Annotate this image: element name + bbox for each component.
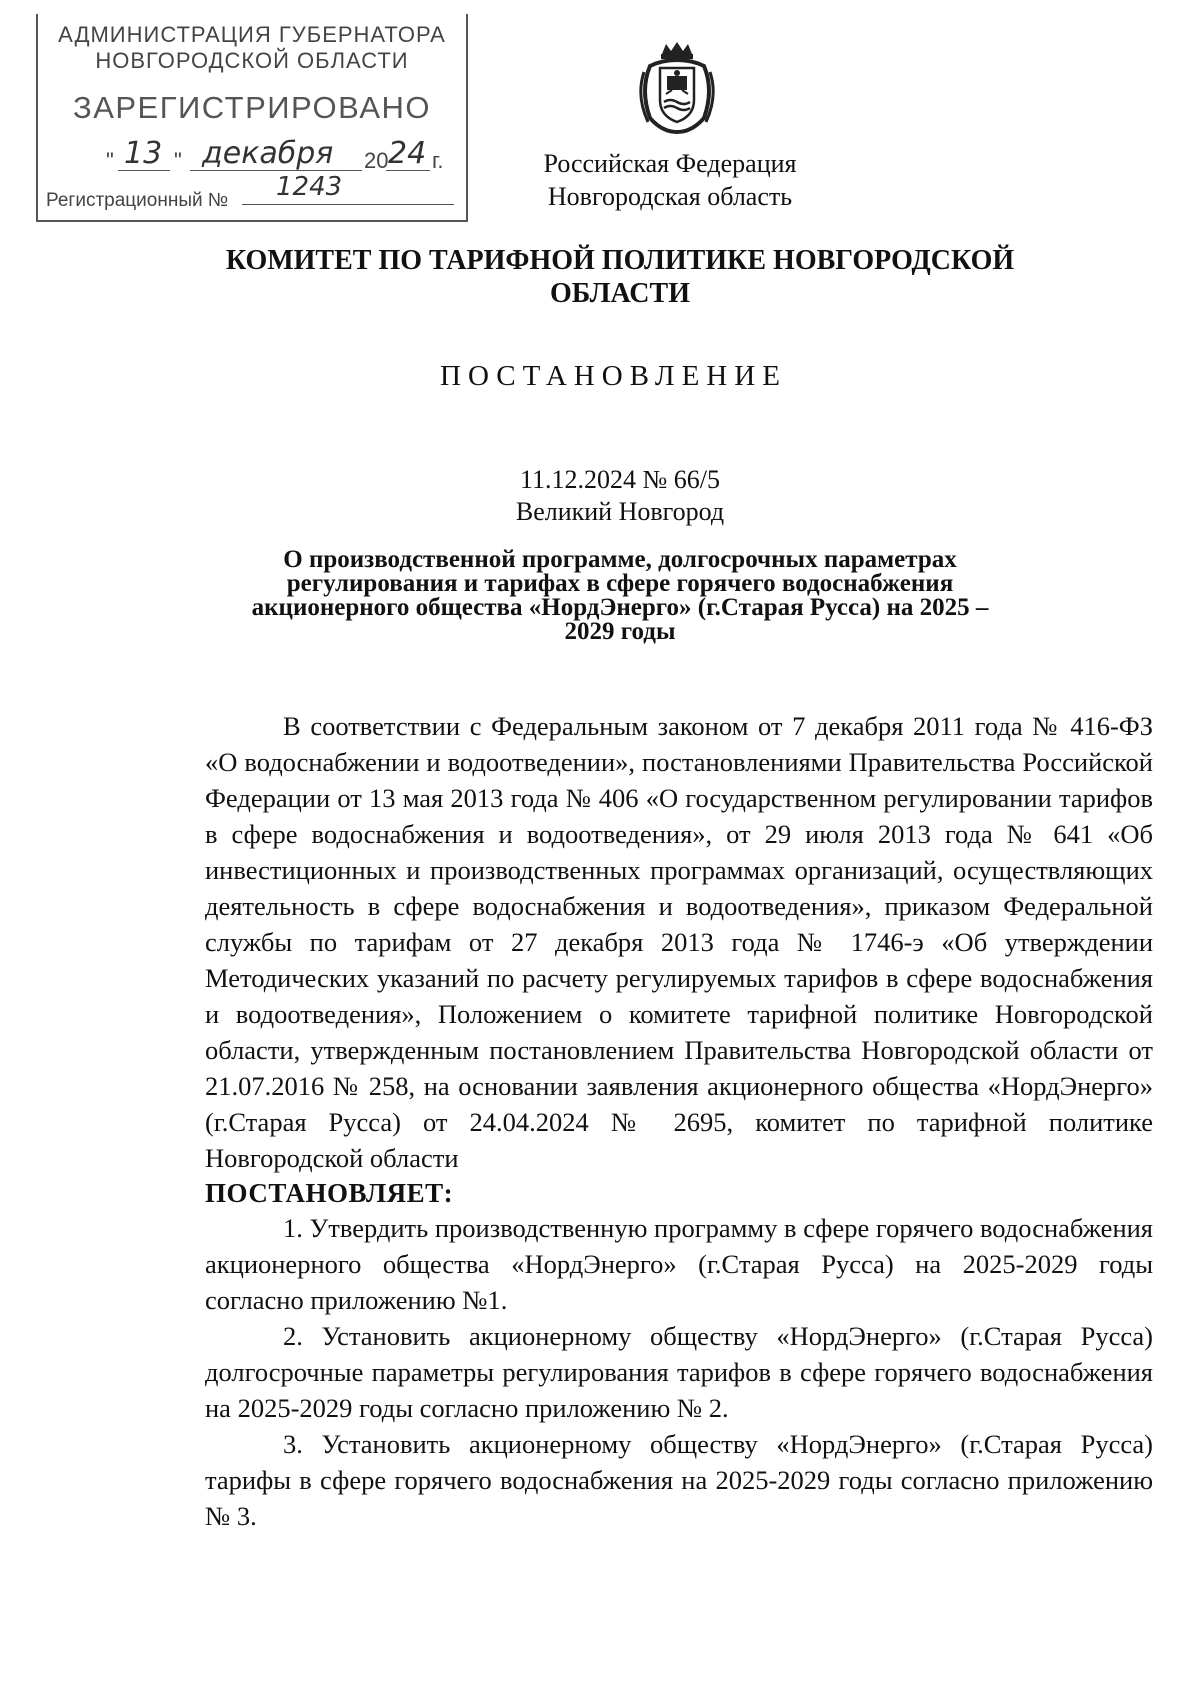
stamp-number-row: [46, 172, 456, 218]
document-type: ПОСТАНОВЛЕНИЕ: [440, 360, 787, 392]
stamp-year-unit: г.: [432, 148, 444, 173]
stamp-reg-number: 1243: [276, 172, 343, 202]
stamp-year-suffix: 24: [388, 136, 427, 171]
resolution-item-3: 3. Установить акционерному обществу «НордЭнерго» (г.Старая Русса) тарифы в сфере горячего водоснабжения на 2025-2029 годы согласно приложению № 3.: [205, 1429, 1153, 1531]
stamp-quote-open: ": [106, 148, 114, 173]
region-name: Новгородская область: [547, 182, 793, 211]
stamp-date-row: [66, 136, 466, 182]
country-name: Российская Федерация: [543, 149, 797, 178]
header-country-region: [520, 147, 820, 213]
stamp-registered-label: ЗАРЕГИСТРИРОВАНО: [72, 90, 431, 125]
preamble-paragraph: В соответствии с Федеральным законом от 7 декабря 2011 года № 416-ФЗ «О водоснабжении и водоотведении», постановлениями Правительства Российской Федерации от 13 мая 2013 года № 406 «О государственном регулировании тарифов в сфере водоснабжения и водоотведения», от 29 июля 2013 года № 641 «Об инвестиционных и производственных программах организаций, осуществляющих деятельность в сфере водоснабжения и водоотведения», приказом Федеральной службы по тарифам от 27 декабря 2013 года № 1746-э «Об утверждении Методических указаний по расчету регулируемых тарифов в сфере водоснабжения и водоотведения», Положением о комитете тарифной политике Новгородской области, утвержденным постановлением Правительства Новгородской области от 21.07.2016 № 258, на основании заявления акционерного общества «НордЭнерго» (г.Старая Русса) от 24.04.2024 № 2695, комитет по тарифной политике Новгородской области: [205, 711, 1153, 1173]
stamp-quote-close: ": [174, 148, 182, 173]
document-body: [205, 708, 1153, 1534]
stamp-reg-label: Регистрационный №: [46, 190, 229, 211]
stamp-year-prefix: 20: [364, 148, 389, 173]
document-date-number: 11.12.2024 № 66/5: [519, 465, 721, 494]
resolves-heading: ПОСТАНОВЛЯЕТ:: [205, 1178, 454, 1208]
stamp-day: 13: [124, 136, 163, 171]
registration-stamp: [36, 14, 468, 222]
document-subject: О производственной программе, долгосрочных параметрах регулирования и тарифах в сфере горячего водоснабжения акционерного общества «НордЭнерго» (г.Старая Русса) на 2025 – 2029 годы: [251, 546, 989, 645]
stamp-org-line1: АДМИНИСТРАЦИЯ ГУБЕРНАТОРА: [58, 22, 446, 47]
stamp-month: декабря: [202, 136, 334, 171]
coat-of-arms-emblem: [636, 42, 718, 134]
resolution-item-1: 1. Утвердить производственную программу в сфере горячего водоснабжения акционерного общества «НордЭнерго» (г.Старая Русса) на 2025-2029 годы согласно приложению №1.: [205, 1213, 1153, 1315]
resolution-item-2: 2. Установить акционерному обществу «НордЭнерго» (г.Старая Русса) долгосрочные параметры регулирования тарифов в сфере горячего водоснабжения на 2025-2029 годы согласно приложению № 2.: [205, 1321, 1153, 1423]
stamp-org-line2: НОВГОРОДСКОЙ ОБЛАСТИ: [95, 48, 409, 73]
document-city: Великий Новгород: [515, 497, 725, 526]
committee-title: КОМИТЕТ ПО ТАРИФНОЙ ПОЛИТИКЕ НОВГОРОДСКОЙ ОБЛАСТИ: [225, 245, 1015, 309]
stamp-organization: [38, 22, 466, 74]
date-and-number-block: [420, 464, 820, 528]
